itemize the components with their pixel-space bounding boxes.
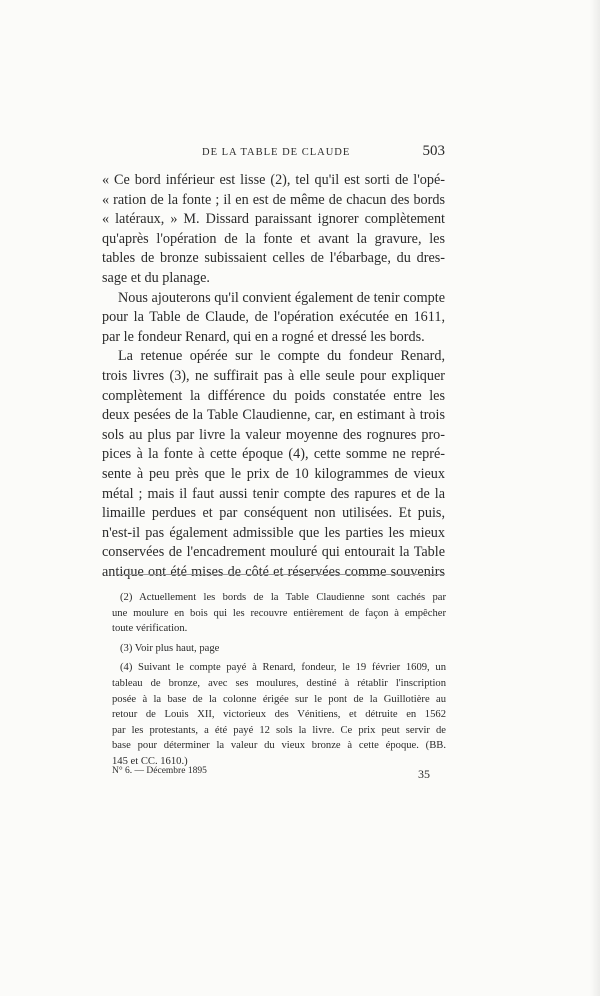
footnote-line: (2) Actuellement les bords de la Table Claudienne sont cachés par	[120, 592, 446, 603]
footnote-line: (4) Suivant le compte payé à Renard, fondeur, le 19 février 1609, un	[120, 662, 446, 674]
text-line: limaille perdues et par conséquent non utilisées. Et puis,	[102, 505, 445, 522]
paragraph-3	[102, 347, 445, 582]
text-line: n'est-il pas également admissible que les parties les mieux	[102, 524, 445, 541]
footnote-line: base pour déterminer la valeur du vieux bronze à cette époque. (BB.	[112, 740, 446, 752]
text-line: sente à peu près que le prix de 10 kilogrammes de vieux	[102, 465, 445, 482]
footnote-2	[112, 590, 446, 637]
text-line: tables de bronze subissaient celles de l'ébarbage, du dres-	[102, 250, 445, 267]
footnote-line: tableau de bronze, avec ses moulures, destiné à rétablir l'inscription	[112, 677, 446, 689]
body-text	[102, 171, 445, 582]
text-line: « Ce bord inférieur est lisse (2), tel qu'il est sorti de l'opé-	[102, 172, 445, 188]
text-line: trois livres (3), ne suffirait pas à elle seule pour expliquer	[102, 367, 445, 384]
footnotes	[112, 590, 446, 774]
page-edge-shadow	[590, 0, 600, 996]
page-number: 503	[422, 143, 445, 159]
running-title: DE LA TABLE DE CLAUDE	[202, 147, 351, 158]
text-line: La retenue opérée sur le compte du fondeur Renard,	[118, 348, 445, 365]
text-line: qu'après l'opération de la fonte et avant la gravure, les	[102, 230, 445, 247]
footnote-line: toute vérification.	[112, 623, 188, 635]
text-line: antique ont été mises de côté et réservées comme souvenirs	[102, 563, 445, 580]
text-line: pices à la fonte à cette époque (4), cette somme ne repré-	[102, 446, 445, 463]
page-header	[102, 143, 445, 165]
footnote-line: posée à la base de la colonne érigée sur le pont de la Guillotière au	[112, 693, 446, 705]
footnote-line: par les protestants, a été payé 12 sols la livre. Ce prix peut servir de	[112, 724, 446, 736]
signature-mark: 35	[418, 767, 430, 781]
page-footer	[112, 764, 442, 786]
footnote-divider	[118, 574, 445, 575]
footnote-line: (3) Voir plus haut, page	[120, 642, 220, 654]
text-line: par le fondeur Renard, qui en a rogné et dressé les bords.	[102, 328, 425, 345]
text-line: « ration de la fonte ; il en est de même de chacun des bords	[102, 191, 445, 208]
text-line: métal ; mais il faut aussi tenir compte des rapures et de la	[102, 485, 445, 502]
paragraph-2	[102, 289, 445, 348]
paragraph-1	[102, 171, 445, 289]
footnote-3	[112, 641, 446, 657]
footnote-line: 145 et CC. 1610.)	[112, 755, 188, 767]
text-line: Nous ajouterons qu'il convient également de tenir compte	[118, 289, 445, 306]
text-line: sage et du planage.	[102, 269, 210, 286]
text-line: conservées de l'encadrement mouluré qui entourait la Table	[102, 544, 445, 561]
text-line: deux pesées de la Table Claudienne, car, en estimant à trois	[102, 407, 445, 424]
text-line: complètement la différence du poids constatée entre les	[102, 387, 445, 404]
text-line: pour la Table de Claude, de l'opération exécutée en 1611,	[102, 309, 445, 326]
issue-label: N° 6. — Décembre 1895	[112, 766, 207, 776]
text-line: sols au plus par livre la valeur moyenne des rognures pro-	[102, 426, 445, 443]
footnote-4	[112, 660, 446, 769]
footnote-line: retour de Louis XII, victorieux des Vénitiens, et détruite en 1562	[112, 709, 446, 721]
footnote-line: une moulure en bois qui les recouvre entièrement de façon à empêcher	[112, 607, 446, 619]
text-line: « latéraux, » M. Dissard paraissant ignorer complètement	[102, 211, 445, 228]
